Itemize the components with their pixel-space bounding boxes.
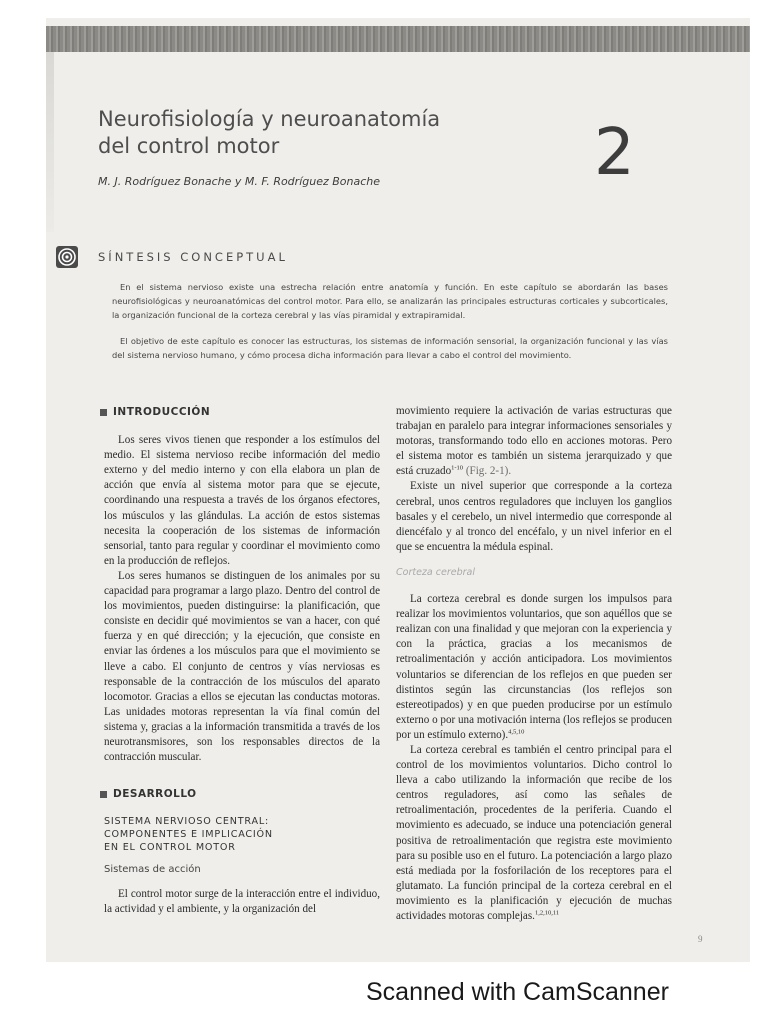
body-paragraph: La corteza cerebral es también el centro principal para el control de los movimientos voluntarios. Dicho control lo lleva a cabo utilizando la información que recibe de los centros reguladores, así como las señales de retroalimentación, procedentes de la periferia. Cuando el movimiento es adecuado, se induce una potenciación general positiva de retroalimentación que registra este movimiento para su posible uso en el futuro. La potenciación a largo plazo está mediada por la fosforilación de los receptores para el glutamato. La función principal de la corteza cerebral en el movimiento es la planificación y ejecución de muchas actividades motoras complejas.$^{1,2,10,11}$ bbox=[396, 743, 672, 922]
synthesis-body bbox=[112, 280, 668, 374]
synthesis-paragraph: En el sistema nervioso existe una estrecha relación entre anatomía y función. En este capítulo se abordarán las bases neurofisiológicas y neuroanatómicas del control motor. Para ello, se analizarán las principales estructuras corticales y subcorticales, la organización funcional de la corteza cerebral y las vías piramidal y extrapiramidal. bbox=[112, 282, 668, 320]
subsection-heading-sistemas: Sistemas de acción bbox=[104, 864, 201, 876]
scanned-page bbox=[46, 18, 750, 962]
chapter-authors: M. J. Rodríguez Bonache y M. F. Rodríguez Bonache bbox=[98, 175, 381, 188]
citation-superscript: 1,2,10,11 bbox=[534, 909, 560, 917]
body-paragraph: Los seres vivos tienen que responder a los estímulos del medio. El sistema nervioso recibe información del medio externo y del medio interno y con ella elabora un plan de acción que envía al sistema motor para que se ejecute, coordinando una respuesta a través de los órganos efectores, los músculos y las glándulas. La acción de estos sistemas necesita la cooperación de los sistemas de información sensorial, tanto para regular y coordinar el movimiento como en la producción de reflejos. bbox=[104, 434, 380, 567]
body-paragraph: La corteza cerebral es donde surgen los impulsos para realizar los movimientos voluntarios, que son aquéllos que se realizan con una finalidad y que mejoran con la experiencia y con la práctica, gracias a los mecanismos de retroalimentación y acción anticipadora. Los movimientos voluntarios se diferencian de los reflejos en que pueden ser distintos según las circunstancias (los reflejos son estereotipados) y en que pueden producirse por un estímulo externo o por una motivación interna (los reflejos se producen por un estímulo externo).$^{4,5,10}$ bbox=[396, 593, 672, 741]
subsection-heading-snc: SISTEMA NERVIOSO CENTRAL: COMPONENTES E IMPLICACIÓN EN EL CONTROL MOTOR bbox=[104, 816, 273, 854]
synthesis-paragraph: El objetivo de este capítulo es conocer las estructuras, los sistemas de información sensorial, la organización funcional y las vías del sistema nervioso humano, y cómo procesa dicha información para llevar a cabo el control del movimiento. bbox=[112, 336, 668, 360]
citation-superscript: 4,5,10 bbox=[508, 728, 525, 736]
left-column bbox=[104, 405, 380, 918]
target-icon bbox=[56, 246, 78, 268]
chapter-number: 2 bbox=[594, 116, 635, 190]
section-heading-introduccion: INTRODUCCIÓN bbox=[100, 405, 380, 420]
synthesis-title: SÍNTESIS CONCEPTUAL bbox=[98, 250, 288, 264]
right-column bbox=[396, 404, 672, 924]
body-paragraph: Los seres humanos se distinguen de los animales por su capacidad para programar a largo plazo. Dentro del control de los movimientos, pueden distinguirse: la planificación, que consiste en decidir qué movimientos se van a hacer, con qué fuerza y en qué dirección; y la ejecución, que consiste en enviar las órdenes a los músculos para que el movimiento se lleve a cabo. El conjunto de centros y vías nerviosas es responsable de la contracción de los músculos del aparato locomotor. Gracias a ellos se ejecutan las conductas motoras. Las unidades motoras representan la vía final común del sistema y, gracias a la información transmitida a través de los neurotransmisores, son los responsables directos de la contracción muscular. bbox=[104, 569, 380, 764]
body-paragraph: movimiento requiere la activación de varias estructuras que trabajan en paralelo para integrar informaciones sensoriales y motoras, transformando todo ello en acciones motoras. Pero el sistema motor es también un sistema jerarquizado y que está cruzado$^{1-10}$ (Fig. 2-1). bbox=[396, 405, 672, 478]
square-bullet-icon bbox=[100, 791, 107, 798]
square-bullet-icon bbox=[100, 409, 107, 416]
page-number: 9 bbox=[698, 934, 703, 944]
chapter-title-line1: Neurofisiología y neuroanatomía bbox=[98, 107, 441, 131]
chapter-title-line2: del control motor bbox=[98, 134, 280, 158]
figure-reference: (Fig. 2-1). bbox=[463, 465, 512, 478]
scan-shadow-bar bbox=[46, 26, 750, 52]
section-heading-desarrollo: DESARROLLO bbox=[100, 787, 380, 802]
citation-superscript: 1-10 bbox=[451, 464, 464, 472]
body-paragraph: El control motor surge de la interacción entre el individuo, la actividad y el ambiente, y la organización del bbox=[104, 888, 380, 916]
chapter-title bbox=[98, 106, 578, 160]
scan-edge-shadow bbox=[46, 52, 54, 232]
camscanner-watermark: Scanned with CamScanner bbox=[366, 978, 669, 1006]
subsection-heading-corteza: Corteza cerebral bbox=[396, 566, 475, 578]
body-paragraph: Existe un nivel superior que corresponde a la corteza cerebral, unos centros reguladores que incluyen los ganglios basales y el cerebelo, un nivel intermedio que corresponde al diencéfalo y al tronco del encéfalo, y un nivel inferior en el que se encuentra la médula espinal. bbox=[396, 480, 672, 553]
